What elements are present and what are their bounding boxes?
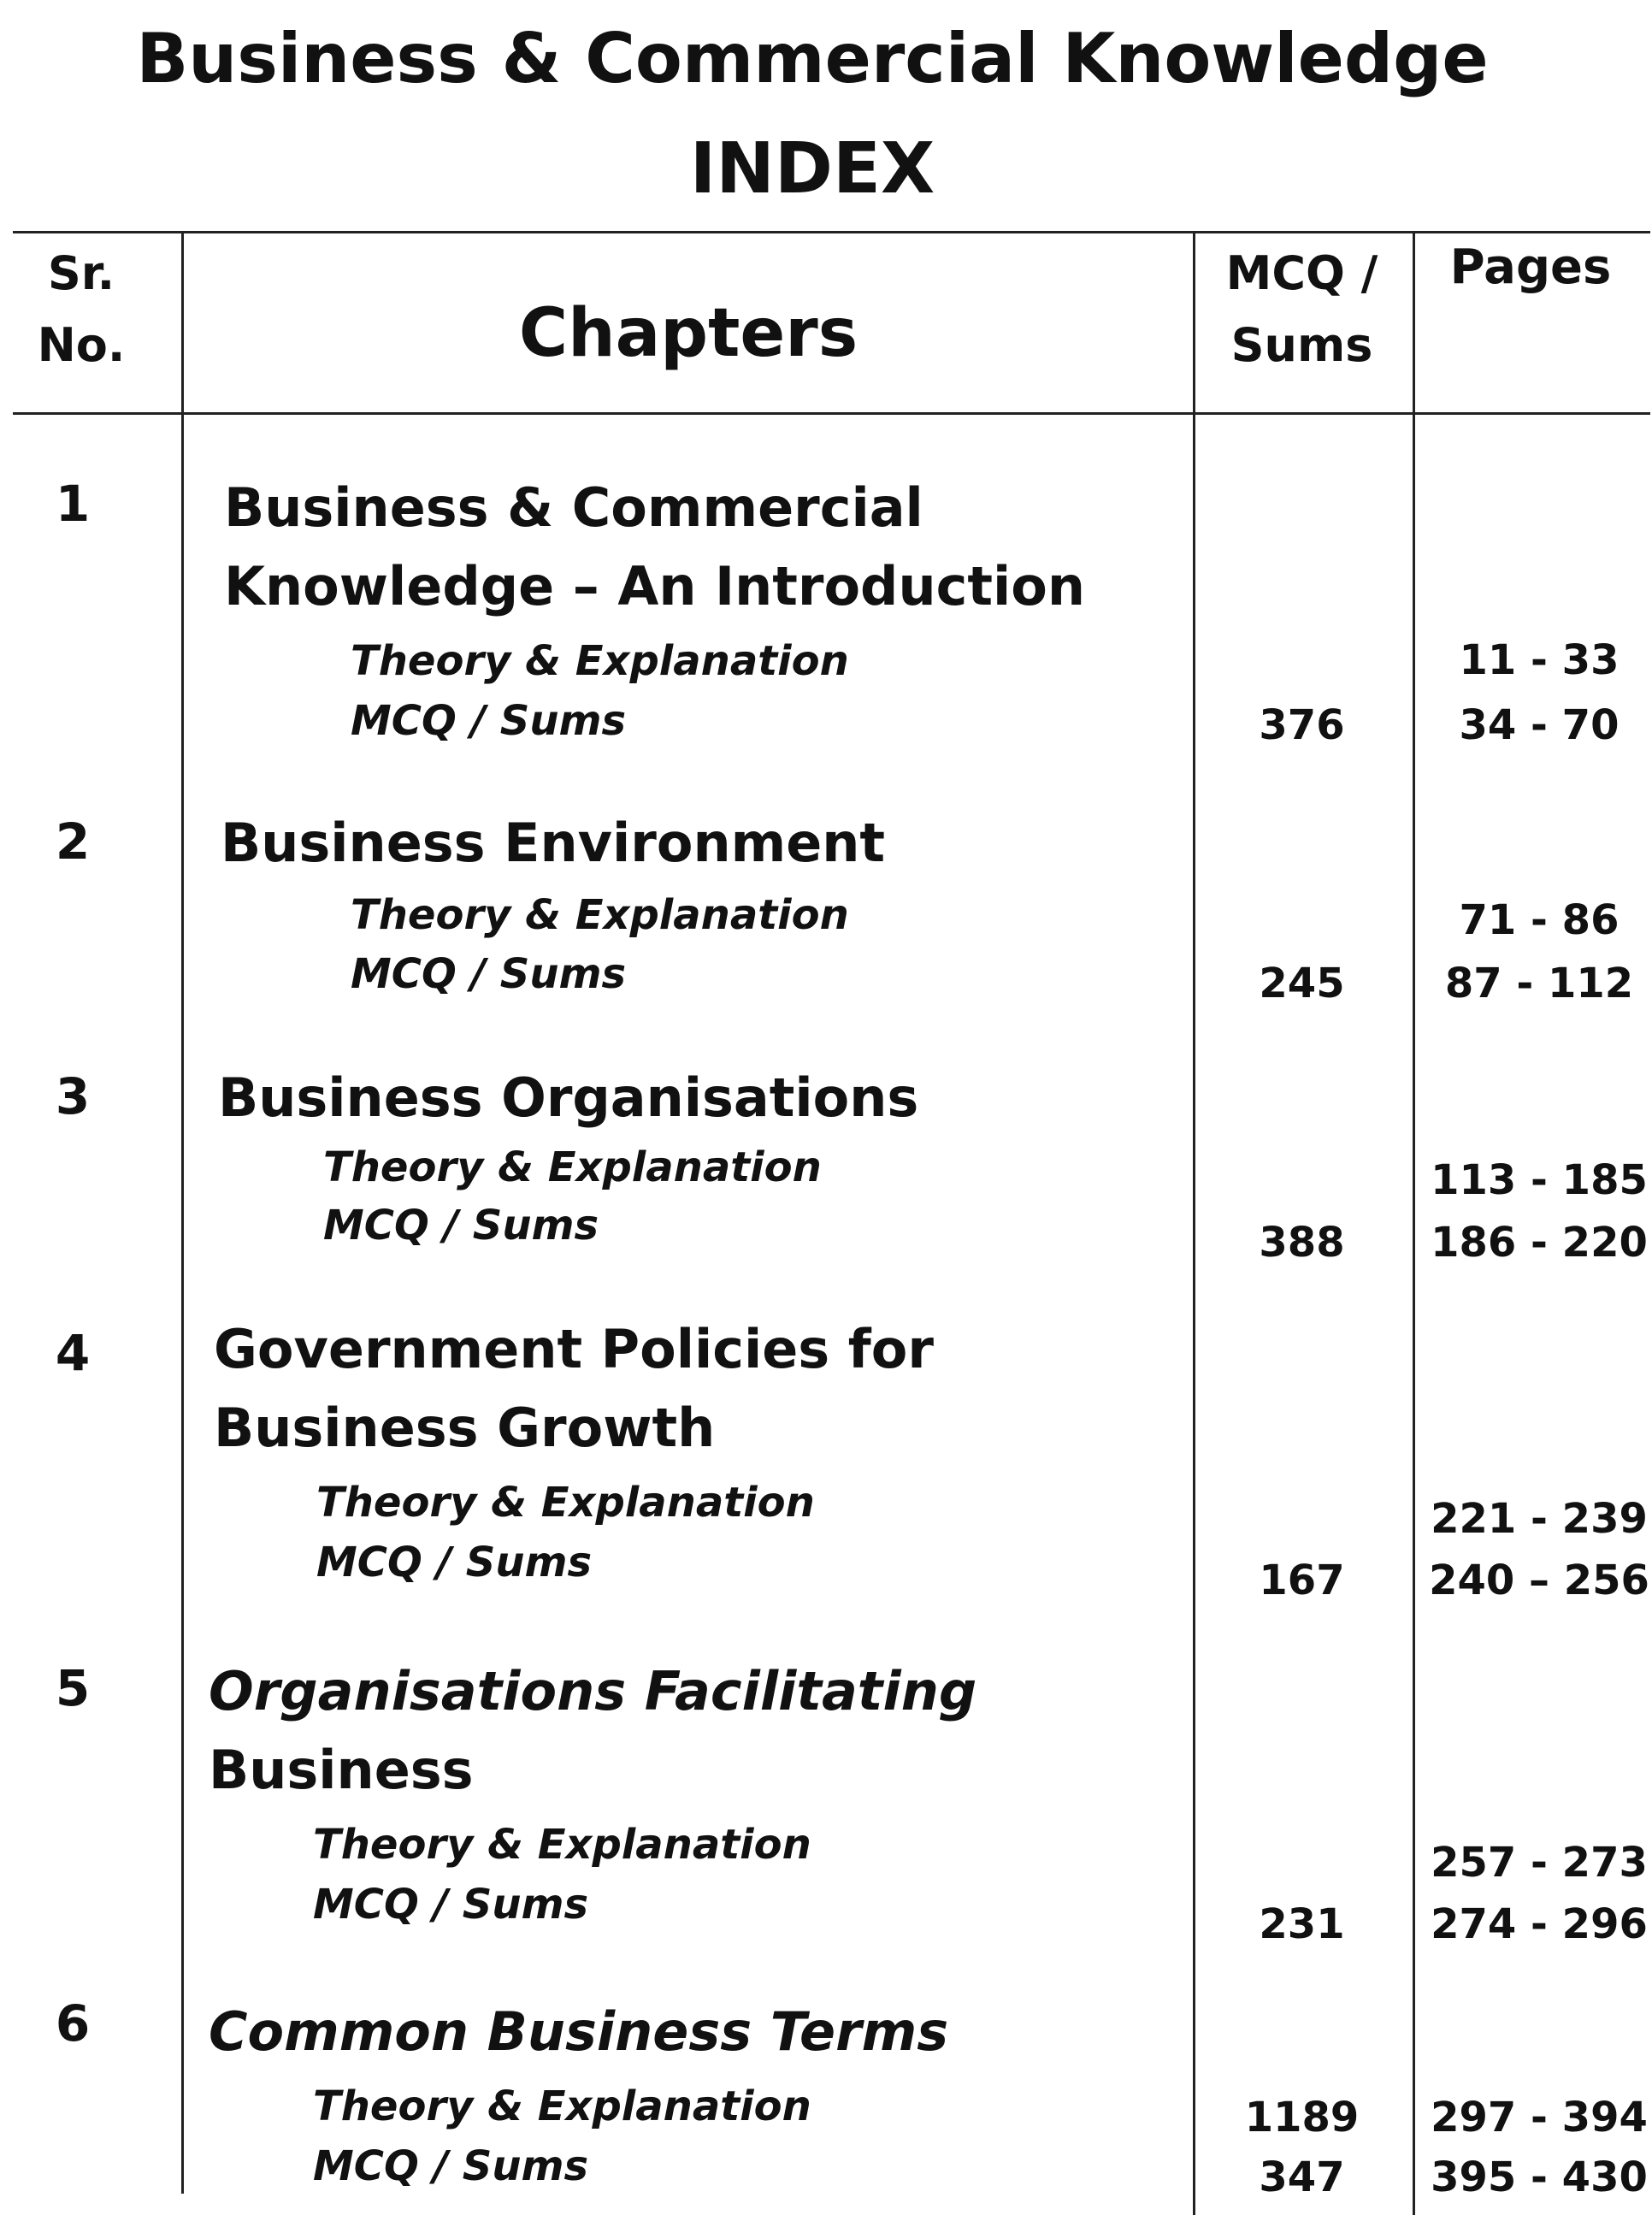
chapter-title-line: Business & Commercial [224,476,923,539]
chapter-number: 6 [55,1994,91,2053]
column-header-mcq-sums [1193,238,1411,381]
theory-pages: 257 - 273 [1431,1839,1648,1887]
theory-pages: 297 - 394 [1431,2094,1648,2141]
mcq-pages: 186 - 220 [1431,1219,1648,1267]
chapter-title-line: Business [209,1739,474,1801]
column-header-mcq-line1: MCQ / [1225,246,1378,300]
theory-label: Theory & Explanation [313,2082,811,2130]
mcq-count: 388 [1259,1219,1345,1267]
column-header-sr-line2: No. [37,318,126,372]
mcq-count: 167 [1259,1557,1345,1604]
chapter-title-line: Government Policies for [214,1318,934,1380]
column-header-sr-no [17,238,145,381]
theory-label: Theory & Explanation [351,891,849,939]
chapter-title-line: Knowledge – An Introduction [224,555,1085,617]
mcq-label: MCQ / Sums [313,1881,589,1929]
chapter-title-line: Common Business Terms [209,2000,949,2063]
theory-label: Theory & Explanation [323,1143,822,1191]
chapter-title-line: Business Growth [214,1397,716,1459]
chapter-number: 1 [55,475,91,533]
mcq-count: 376 [1259,701,1345,749]
theory-count: 1189 [1244,2094,1360,2141]
chapter-number: 4 [55,1324,91,1382]
mcq-label: MCQ / Sums [313,2142,589,2190]
column-header-mcq-line2: Sums [1230,318,1373,372]
chapter-title-line: Business Environment [221,812,886,874]
page-subtitle: INDEX [689,128,935,210]
chapter-title-line: Business Organisations [218,1066,919,1129]
mcq-label: MCQ / Sums [351,697,627,745]
chapter-number: 5 [55,1659,91,1717]
table-top-rule [13,231,1650,233]
chapter-title-line: Organisations Facilitating [209,1660,977,1722]
mcq-pages: 34 - 70 [1459,701,1620,749]
mcq-count: 245 [1259,960,1345,1007]
theory-pages: 11 - 33 [1459,636,1620,684]
column-header-pages: Pages [1449,239,1612,295]
mcq-pages: 274 - 296 [1431,1900,1648,1948]
mcq-label: MCQ / Sums [316,1539,593,1586]
theory-pages: 221 - 239 [1431,1495,1648,1543]
mcq-label: MCQ / Sums [323,1202,599,1249]
mcq-count: 347 [1259,2153,1345,2201]
theory-label: Theory & Explanation [316,1479,815,1527]
mcq-label: MCQ / Sums [351,950,627,998]
theory-pages: 113 - 185 [1431,1156,1648,1204]
mcq-pages: 87 - 112 [1444,960,1634,1007]
mcq-count: 231 [1259,1900,1345,1948]
column-divider-mcq [1413,231,1415,2215]
chapter-number: 3 [55,1067,91,1125]
table-header-rule [13,412,1650,415]
column-divider-sr [181,231,184,2194]
chapter-number: 2 [55,812,91,871]
theory-label: Theory & Explanation [351,637,849,685]
page-title: Business & Commercial Knowledge [136,19,1489,98]
column-header-chapters: Chapters [518,295,858,372]
theory-label: Theory & Explanation [313,1821,811,1869]
mcq-pages: 395 - 430 [1431,2153,1648,2201]
theory-pages: 71 - 86 [1459,896,1620,944]
column-header-sr-line1: Sr. [47,246,115,300]
mcq-pages: 240 – 256 [1429,1557,1649,1604]
